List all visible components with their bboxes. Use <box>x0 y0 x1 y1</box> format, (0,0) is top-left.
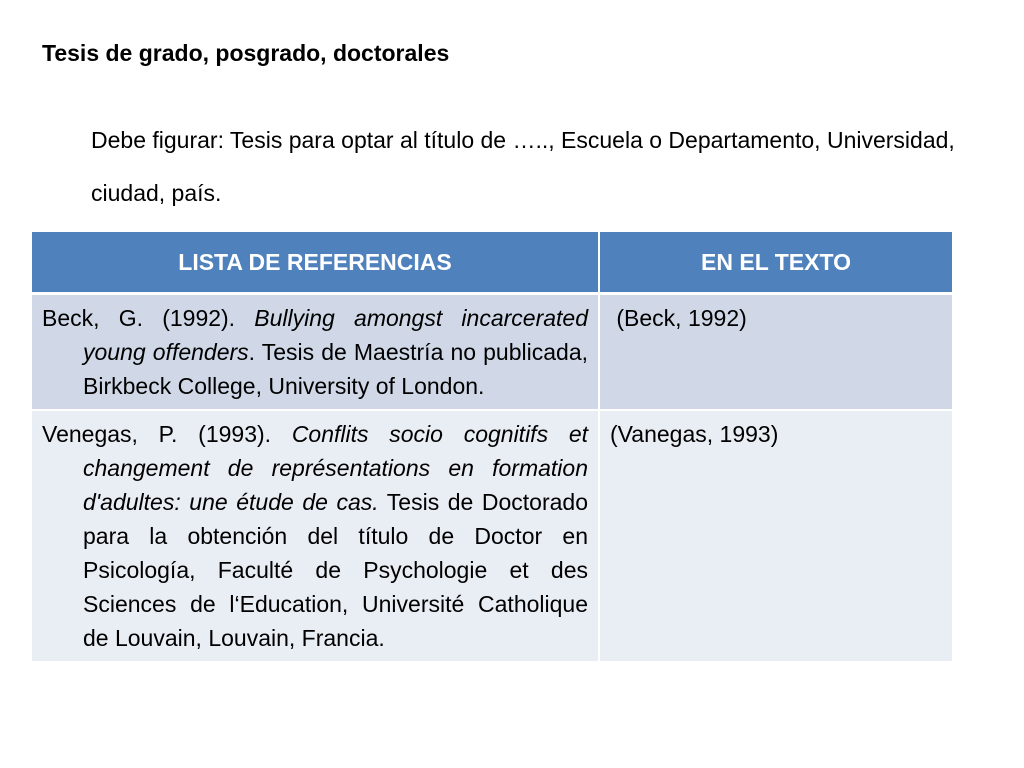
references-table <box>32 232 952 663</box>
reference-details: . Tesis de Maestría no publicada, Birkbeck College, University of London. <box>83 339 588 399</box>
table-row <box>32 294 952 411</box>
slide-title: Tesis de grado, posgrado, doctorales <box>42 40 450 66</box>
reference-details: Tesis de Doctorado para la obtención del título de Doctor en Psicología, Faculté de Psychologie et des Sciences de l‘Education, Université Catholique de Louvain, Louvain, Francia. <box>83 489 589 651</box>
citation-cell: (Beck, 1992) <box>599 294 952 411</box>
reference-cell <box>32 410 599 662</box>
citation-cell: (Vanegas, 1993) <box>599 410 952 662</box>
reference-work-title: Bullying amongst incarcerated young offenders <box>83 305 589 365</box>
header-en-el-texto: EN EL TEXTO <box>599 232 952 294</box>
reference-work-title: Conflits socio cognitifs et changement de représentations en formation d'adultes: une étude de cas. <box>83 421 588 515</box>
table-header-row <box>32 232 952 294</box>
reference-cell <box>32 294 599 411</box>
intro-text: Debe figurar: Tesis para optar al título de ….., Escuela o Departamento, Universidad, ciudad, país. <box>91 127 955 206</box>
reference-author: Beck, G. (1992). <box>42 305 255 331</box>
header-lista-referencias: LISTA DE REFERENCIAS <box>32 232 599 294</box>
reference-author: Venegas, P. (1993). <box>42 421 292 447</box>
table-row <box>32 410 952 662</box>
